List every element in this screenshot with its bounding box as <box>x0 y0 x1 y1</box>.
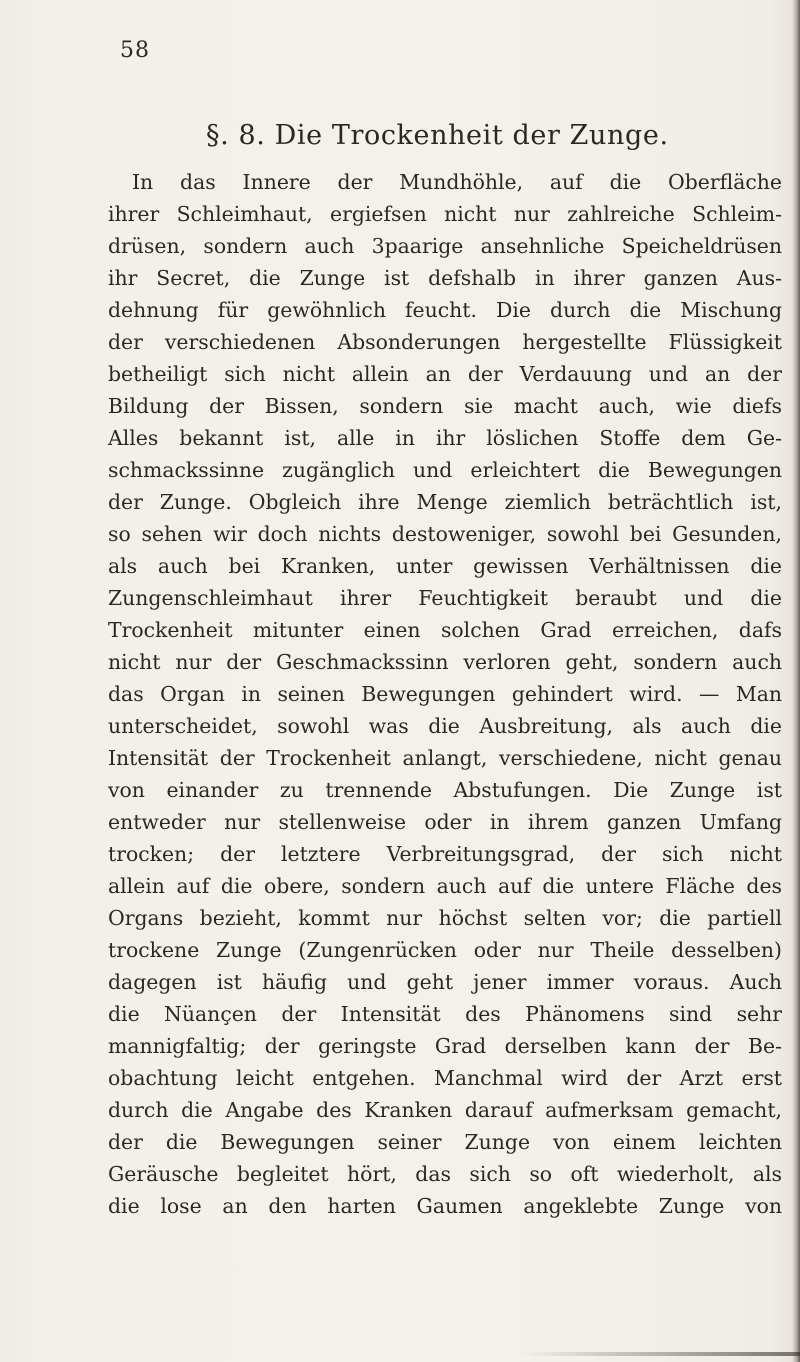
text-line: die lose an den harten Gaumen angeklebte Zunge von <box>108 1194 782 1218</box>
text-line: drüsen, sondern auch 3paarige ansehnliche Speicheldrüsen <box>108 234 782 258</box>
text-line: ihr Secret, die Zunge ist defshalb in ihrer ganzen Aus- <box>108 266 782 290</box>
page-edge-shadow <box>792 0 800 1362</box>
text-line: als auch bei Kranken, unter gewissen Verhältnissen die <box>108 554 782 578</box>
text-line: das Organ in seinen Bewegungen gehindert wird. — Man <box>108 682 782 706</box>
text-line: mannigfaltig; der geringste Grad derselben kann der Be- <box>108 1034 782 1058</box>
text-line: trocken; der letztere Verbreitungsgrad, der sich nicht <box>108 842 782 866</box>
text-line: die Nüançen der Intensität des Phänomens sind sehr <box>108 1002 782 1026</box>
text-line: trockene Zunge (Zungenrücken oder nur Theile desselben) <box>108 938 782 962</box>
text-line: von einander zu trennende Abstufungen. Die Zunge ist <box>108 778 782 802</box>
text-line: Alles bekannt ist, alle in ihr löslichen Stoffe dem Ge- <box>108 426 782 450</box>
text-line: betheiligt sich nicht allein an der Verdauung und an der <box>108 362 782 386</box>
text-line: der Zunge. Obgleich ihre Menge ziemlich beträchtlich ist, <box>108 490 782 514</box>
page-bottom-edge <box>520 1352 800 1356</box>
text-line: dehnung für gewöhnlich feucht. Die durch die Mischung <box>108 298 782 322</box>
text-line: In das Innere der Mundhöhle, auf die Oberfläche <box>132 170 782 194</box>
text-line: unterscheidet, sowohl was die Ausbreitung, als auch die <box>108 714 782 738</box>
text-line: allein auf die obere, sondern auch auf die untere Fläche des <box>108 874 782 898</box>
text-line: Geräusche begleitet hört, das sich so oft wiederholt, als <box>108 1162 782 1186</box>
text-line: entweder nur stellenweise oder in ihrem ganzen Umfang <box>108 810 782 834</box>
text-line: durch die Angabe des Kranken darauf aufmerksam gemacht, <box>108 1098 782 1122</box>
section-heading: §. 8. Die Trockenheit der Zunge. <box>206 120 669 151</box>
text-line: der die Bewegungen seiner Zunge von einem leichten <box>108 1130 782 1154</box>
text-line: Organs bezieht, kommt nur höchst selten vor; die partiell <box>108 906 782 930</box>
text-line: nicht nur der Geschmackssinn verloren geht, sondern auch <box>108 650 782 674</box>
text-line: schmackssinne zugänglich und erleichtert die Bewegungen <box>108 458 782 482</box>
text-line: Intensität der Trockenheit anlangt, verschiedene, nicht genau <box>108 746 782 770</box>
text-line: Zungenschleimhaut ihrer Feuchtigkeit beraubt und die <box>108 586 782 610</box>
text-line: so sehen wir doch nichts destoweniger, sowohl bei Gesunden, <box>108 522 782 546</box>
page-number: 58 <box>120 38 150 63</box>
text-line: ihrer Schleimhaut, ergiefsen nicht nur zahlreiche Schleim- <box>108 202 782 226</box>
text-line: der verschiedenen Absonderungen hergestellte Flüssigkeit <box>108 330 782 354</box>
text-line: Bildung der Bissen, sondern sie macht auch, wie diefs <box>108 394 782 418</box>
body-text <box>108 166 788 1222</box>
text-line: Trockenheit mitunter einen solchen Grad erreichen, dafs <box>108 618 782 642</box>
text-line: obachtung leicht entgehen. Manchmal wird der Arzt erst <box>108 1066 782 1090</box>
text-line: dagegen ist häufig und geht jener immer voraus. Auch <box>108 970 782 994</box>
